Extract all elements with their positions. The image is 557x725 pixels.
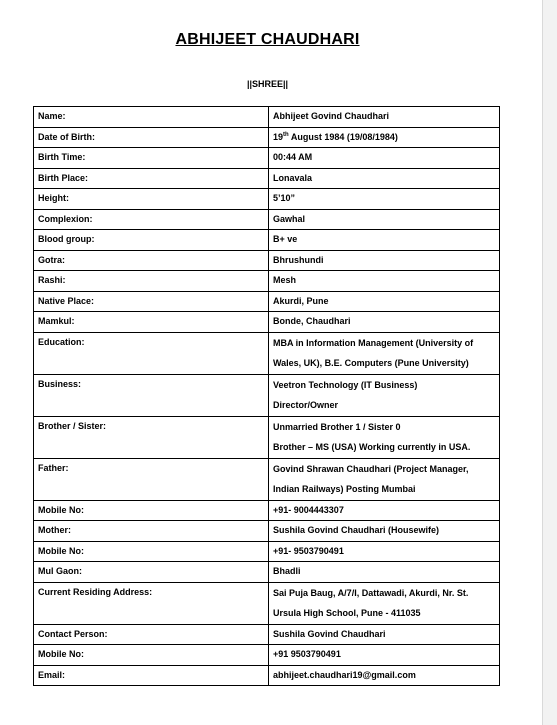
- table-row: [34, 645, 500, 666]
- field-value-line: Director/Owner: [273, 400, 339, 410]
- table-row: [34, 562, 500, 583]
- field-value: [269, 127, 500, 148]
- field-value: [269, 189, 500, 210]
- field-label: Education:: [34, 332, 269, 374]
- field-value-line: Bhadli: [273, 566, 301, 576]
- field-value-line: Govind Shrawan Chaudhari (Project Manager,: [273, 463, 469, 474]
- field-label: Gotra:: [34, 250, 269, 271]
- field-label: Height:: [34, 189, 269, 210]
- field-value-line: 00:44 AM: [273, 152, 313, 162]
- field-value: [269, 458, 500, 500]
- field-value: [269, 521, 500, 542]
- field-value: [269, 291, 500, 312]
- field-value-line: Brother – MS (USA) Working currently in USA.: [273, 442, 471, 452]
- field-value: [269, 645, 500, 666]
- field-label: Birth Place:: [34, 168, 269, 189]
- table-row: [34, 541, 500, 562]
- table-row: [34, 168, 500, 189]
- table-row: [34, 107, 500, 128]
- field-label: Father:: [34, 458, 269, 500]
- table-row: [34, 332, 500, 374]
- field-label: Rashi:: [34, 271, 269, 292]
- field-label: Mul Gaon:: [34, 562, 269, 583]
- field-value-line: Abhijeet Govind Chaudhari: [273, 111, 390, 121]
- field-label: Mother:: [34, 521, 269, 542]
- table-row: [34, 312, 500, 333]
- biodata-table: [33, 106, 500, 686]
- field-value: [269, 230, 500, 251]
- field-value: [269, 582, 500, 624]
- table-row: [34, 209, 500, 230]
- field-value-line: B+ ve: [273, 234, 298, 244]
- field-value: [269, 541, 500, 562]
- field-value: [269, 374, 500, 416]
- field-value-line: Indian Railways) Posting Mumbai: [273, 484, 416, 494]
- field-label: Birth Time:: [34, 148, 269, 169]
- table-row: [34, 374, 500, 416]
- field-label: Business:: [34, 374, 269, 416]
- field-value-line: 5’10”: [273, 193, 296, 203]
- field-value: [269, 271, 500, 292]
- document-title: ABHIJEET CHAUDHARI: [175, 31, 360, 48]
- field-value-line: Wales, UK), B.E. Computers (Pune University): [273, 358, 469, 368]
- field-value-line: abhijeet.chaudhari19@gmail.com: [273, 669, 416, 680]
- field-value-line: +91- 9503790491: [273, 545, 344, 556]
- table-row: [34, 230, 500, 251]
- field-value: [269, 332, 500, 374]
- field-value-line: Sushila Govind Chaudhari: [273, 628, 386, 639]
- table-row: [34, 624, 500, 645]
- field-value: [269, 500, 500, 521]
- field-value-line: Gawhal: [273, 213, 306, 224]
- field-value-line: Akurdi, Pune: [273, 295, 329, 306]
- table-row: [34, 500, 500, 521]
- field-value-line: 19th August 1984 (19/08/1984): [273, 131, 398, 142]
- field-value-line: Bonde, Chaudhari: [273, 316, 351, 326]
- field-value: [269, 168, 500, 189]
- field-value: [269, 312, 500, 333]
- table-row: [34, 189, 500, 210]
- field-label: Blood group:: [34, 230, 269, 251]
- field-value: [269, 250, 500, 271]
- table-row: [34, 271, 500, 292]
- field-value-line: Sai Puja Baug, A/7/I, Dattawadi, Akurdi, Nr. St.: [273, 587, 469, 598]
- table-row: [34, 416, 500, 458]
- field-value-line: +91- 9004443307: [273, 504, 344, 515]
- field-value-line: MBA in Information Management (University of: [273, 337, 474, 348]
- field-label: Native Place:: [34, 291, 269, 312]
- field-value-line: Mesh: [273, 275, 297, 285]
- field-value: [269, 209, 500, 230]
- table-row: [34, 458, 500, 500]
- field-value-line: Unmarried Brother 1 / Sister 0: [273, 421, 401, 432]
- field-label: Brother / Sister:: [34, 416, 269, 458]
- table-row: [34, 665, 500, 686]
- field-value: [269, 416, 500, 458]
- table-row: [34, 250, 500, 271]
- table-row: [34, 291, 500, 312]
- field-value: [269, 148, 500, 169]
- field-label: Contact Person:: [34, 624, 269, 645]
- field-value: [269, 562, 500, 583]
- field-value-line: Sushila Govind Chaudhari (Housewife): [273, 525, 440, 535]
- field-value-line: Veetron Technology (IT Business): [273, 379, 418, 390]
- table-row: [34, 521, 500, 542]
- field-value: [269, 107, 500, 128]
- field-label: Complexion:: [34, 209, 269, 230]
- page-edge: [542, 0, 557, 725]
- field-label: Current Residing Address:: [34, 582, 269, 624]
- field-value-line: +91 9503790491: [273, 649, 341, 659]
- table-row: [34, 582, 500, 624]
- field-label: Name:: [34, 107, 269, 128]
- field-value: [269, 624, 500, 645]
- field-value-line: Bhrushundi: [273, 254, 324, 265]
- field-label: Email:: [34, 665, 269, 686]
- document-subtitle: ||SHREE||: [246, 79, 289, 89]
- field-value-line: Ursula High School, Pune - 411035: [273, 608, 421, 618]
- table-row: [34, 127, 500, 148]
- field-label: Mobile No:: [34, 500, 269, 521]
- field-label: Mamkul:: [34, 312, 269, 333]
- field-label: Mobile No:: [34, 541, 269, 562]
- field-value: [269, 665, 500, 686]
- field-label: Mobile No:: [34, 645, 269, 666]
- table-row: [34, 148, 500, 169]
- field-label: Date of Birth:: [34, 127, 269, 148]
- field-value-line: Lonavala: [273, 172, 313, 183]
